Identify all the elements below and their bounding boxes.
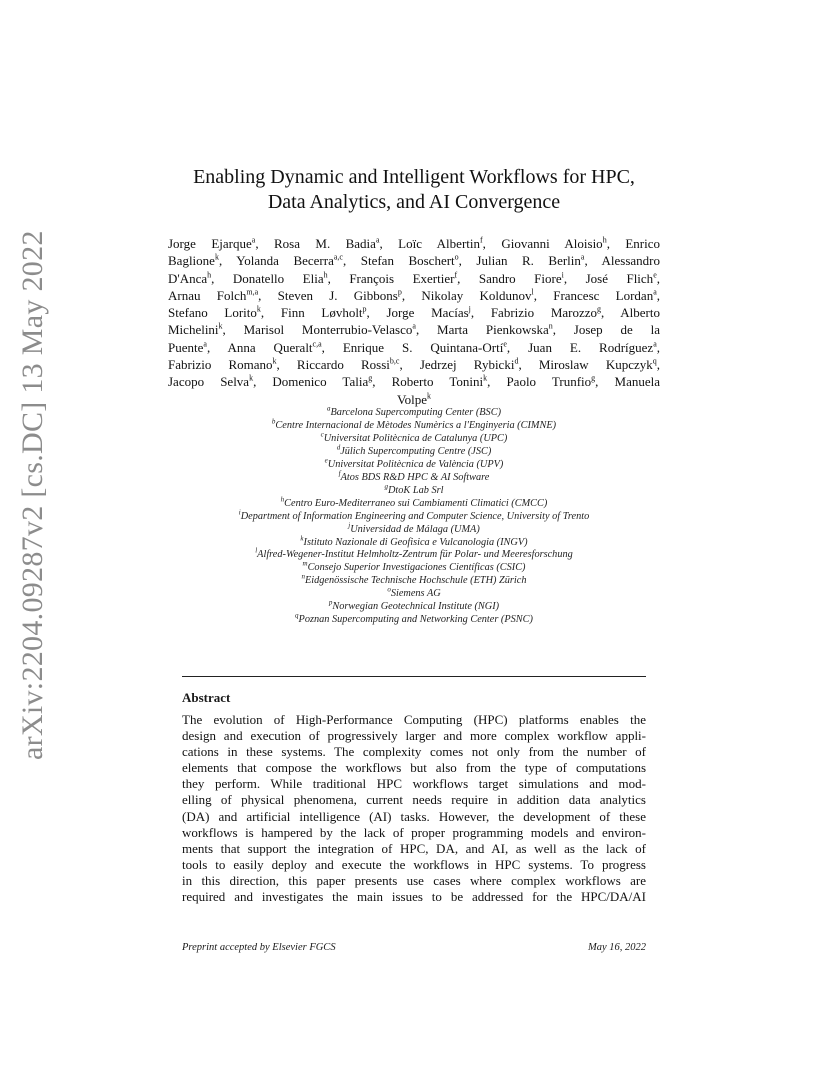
affiliation-mark: k [300,534,304,543]
affiliation-marker: k [256,304,261,314]
author-name: , Loïc Albertin [379,236,480,251]
affiliation-mark: j [348,521,351,530]
affiliation-marker: e [503,339,507,349]
author-name: , Finn Løvholt [260,305,363,321]
author-line [168,287,660,304]
affiliation-item [150,562,678,575]
author-line [168,235,660,252]
author-line [168,252,660,269]
author-name: , Roberto Tonini [372,374,484,390]
affiliation-item [150,508,678,524]
affiliation-item [150,430,678,446]
author-name: , Paolo Trunfio [487,374,592,390]
author-name: , François Exertier [327,270,455,286]
affiliation-marker: a [251,235,256,245]
affiliation-marker: f [454,270,458,280]
affiliation-text: Alfred-Wegener-Institut Helmholtz-Zentrum für Polar- und Meeresforschung [257,549,573,561]
author-name: Jacopo Selva [168,374,250,390]
affiliation-marker: f [480,235,483,245]
affiliation-item [150,417,678,433]
affiliation-marker: h [207,270,212,280]
affiliation-mark: h [280,495,285,504]
author-name: , Julian R. Berlin [458,253,581,269]
title-line: Enabling Dynamic and Intelligent Workflows for HPC, [193,166,635,188]
affiliation-marker: m,a [246,287,259,297]
author-name: , Domenico Talia [253,374,369,390]
affiliation-text: Department of Information Engineering and Computer Science, University of Trento [240,510,590,522]
affiliation-item [150,482,678,498]
abstract-line: cations in these systems. The complexity comes not only from the number of [182,744,646,760]
author-line [168,356,660,373]
affiliation-mark: b [271,417,276,426]
affiliation-item [150,443,678,459]
author-name: , [656,339,661,355]
author-list [168,235,660,408]
affiliation-item [150,598,678,614]
title-line: Data Analytics, and AI Convergence [267,191,561,213]
affiliation-item [150,456,678,472]
author-name: Fabrizio Romano [168,357,273,373]
affiliation-text: Istituto Nazionale di Geofisica e Vulcanologia (INGV) [303,536,528,548]
abstract-line: (DA) and artificial intelligence (AI) tasks. However, the development of these [182,808,646,824]
affiliation-item [150,572,678,588]
affiliation-marker: a [375,235,380,245]
affiliation-marker: k [218,322,223,332]
author-name: , José Flich [563,270,654,286]
affiliation-marker: l [531,287,534,297]
abstract-line: elling of physical phenomena, current needs require in addition data analytics [182,792,646,808]
affiliation-item [150,549,678,562]
affiliation-marker: h [323,270,328,280]
author-line [168,391,660,408]
affiliation-marker: k [272,356,277,366]
author-name: , Enrico [606,236,660,251]
affiliation-marker: k [214,252,219,262]
affiliation-mark: l [255,547,258,556]
author-name: , Rosa M. Badia [255,236,376,251]
author-name: , Marisol Monterrubio-Velasco [222,322,413,338]
author-name: , Enrique S. Quintana-Ortí [321,339,504,355]
affiliation-mark: q [295,611,299,620]
affiliation-marker: g [597,304,602,314]
affiliation-marker: n [548,322,553,332]
author-name: , Josep de la [552,322,660,338]
author-name: , Alberto [601,305,660,321]
affiliation-text: Universitat Politècnica de Catalunya (UPC) [323,432,508,444]
affiliation-marker: k [249,374,254,384]
affiliation-item [150,404,678,420]
affiliation-marker: p [397,287,402,297]
author-line [168,373,660,390]
affiliation-marker: g [591,374,596,384]
affiliation-item [150,495,678,511]
affiliation-item [150,521,678,537]
author-name: , Nikolay Koldunov [401,287,532,303]
author-line [168,339,660,356]
author-name: , Giovanni Aloisio [482,236,603,251]
author-name: , Steven J. Gibbons [258,287,398,303]
affiliation-marker: j [468,304,471,314]
affiliation-marker: g [368,374,373,384]
affiliation-marker: a [653,287,657,297]
footer-preprint-note: Preprint accepted by Elsevier FGCS [182,942,336,953]
abstract-line: ments that support the integration of HPC, DA, and AI, as well as the lack of [182,840,646,856]
affiliation-mark: i [238,508,241,517]
author-name: , Fabrizio Marozzo [470,305,598,321]
affiliation-mark: m [302,560,308,569]
abstract-body [182,712,646,905]
footer-date: May 16, 2022 [587,942,646,953]
affiliation-marker: a,c [333,252,343,262]
author-name: , Alessandro [584,253,661,269]
author-name: , Jedrzej Rybicki [399,357,515,373]
affiliation-text: Centro Euro-Mediterraneo sui Cambiamenti Climatici (CMCC) [284,497,548,509]
author-name: , Riccardo Rossi [276,357,390,373]
author-name: , Juan E. Rodríguez [506,339,654,355]
affiliation-mark: o [387,585,391,594]
affiliation-text: Universitat Politècnica de València (UPV) [327,458,504,470]
affiliation-marker: a [412,322,416,332]
abstract-line: required and investigates the main issues to be addressed for the HPC/DA/AI [182,889,646,905]
abstract-line: they perform. While traditional HPC workflows target simulations and mod- [182,776,646,792]
author-name: Stefano Lorito [168,305,257,321]
author-name: , Anna Queralt [206,339,313,355]
affiliation-text: Poznan Supercomputing and Networking Center (PSNC) [298,614,533,626]
author-name: , Jorge Macías [366,305,469,321]
affiliation-marker: a [653,339,657,349]
affiliation-mark: f [338,469,341,478]
author-name: , [656,287,660,303]
affiliation-text: Centre Internacional de Mètodes Numèrics a l'Enginyeria (CIMNE) [275,419,557,431]
affiliation-text: Barcelona Supercomputing Center (BSC) [330,407,502,418]
author-name: , [656,357,660,373]
author-name: , Marta Pienkowska [415,322,549,338]
affiliation-marker: o [454,252,459,262]
author-line [168,304,660,321]
author-name: , Manuela [595,374,660,390]
affiliation-list [150,404,678,627]
abstract-heading: Abstract [182,690,231,705]
author-name: Arnau Folch [168,287,247,303]
author-name: , Yolanda Becerra [218,253,334,269]
affiliation-marker: b,c [389,356,400,366]
affiliation-mark: e [324,456,328,465]
affiliation-marker: a [580,252,585,262]
affiliation-mark: n [301,572,305,581]
author-name: Jorge Ejarque [168,236,252,251]
affiliation-item [150,534,678,550]
abstract-line: elements that compose the workflows but also from the type of computations [182,760,646,776]
affiliation-text: Siemens AG [390,588,441,600]
arxiv-side-identifier: arXiv:2204.09287v2 [cs.DC] 13 May 2022 [16,230,49,760]
author-name: Baglione [168,253,215,269]
affiliation-marker: k [427,391,432,401]
affiliation-marker: c,a [312,339,322,349]
abstract-line: tools to easily deploy and execute the workflows in HPC systems. To progress [182,856,646,872]
affiliation-mark: d [336,443,341,452]
affiliation-marker: e [653,270,657,280]
affiliation-marker: a [203,339,207,349]
author-line [168,270,660,287]
abstract-line: design and execution of progressively larger and more complex workflow appli- [182,728,646,744]
affiliation-marker: i [561,270,564,280]
author-name: D'Anca [168,270,208,286]
affiliation-item [150,469,678,485]
author-name: , Donatello Elia [211,270,324,286]
affiliation-marker: h [602,235,607,245]
affiliation-text: Norwegian Geotechnical Institute (NGI) [332,601,500,613]
author-name: , [656,270,660,286]
affiliation-item [150,585,678,601]
affiliation-marker: q [652,356,657,366]
abstract-line: workflows is hampered by the lack of proper programming models and environ- [182,824,646,840]
affiliation-text: Jülich Supercomputing Centre (JSC) [340,445,492,457]
abstract-line: in this direction, this paper presents use cases where complex workflows are [182,872,646,888]
affiliation-text: DtoK Lab Srl [387,484,444,496]
author-name: , Miroslaw Kupczyk [518,357,653,373]
affiliation-text: Eidgenössische Technische Hochschule (ETH) Zürich [304,575,527,587]
affiliation-text: Consejo Superior Investigaciones Científicas (CSIC) [307,562,526,574]
affiliation-mark: a [326,404,331,413]
author-name: , Stefan Boschert [342,253,455,269]
affiliation-marker: p [362,304,367,314]
affiliation-mark: p [328,598,333,607]
affiliation-text: Atos BDS R&D HPC & AI Software [340,471,490,483]
affiliation-mark: g [384,482,388,491]
author-name: , Sandro Fiore [457,270,562,286]
section-divider [182,676,646,677]
author-name: Puente [168,339,204,355]
author-line [168,321,660,338]
affiliation-item [150,611,678,627]
affiliation-marker: d [514,356,519,366]
affiliation-mark: c [320,430,324,439]
abstract-line: The evolution of High-Performance Computing (HPC) platforms enables the [182,712,646,727]
author-name: , Francesc Lordan [533,287,654,303]
affiliation-marker: k [483,374,488,384]
author-name: Volpe [396,391,428,407]
affiliation-text: Universidad de Málaga (UMA) [350,523,480,535]
author-name: Michelini [168,322,219,338]
paper-title [150,165,678,215]
